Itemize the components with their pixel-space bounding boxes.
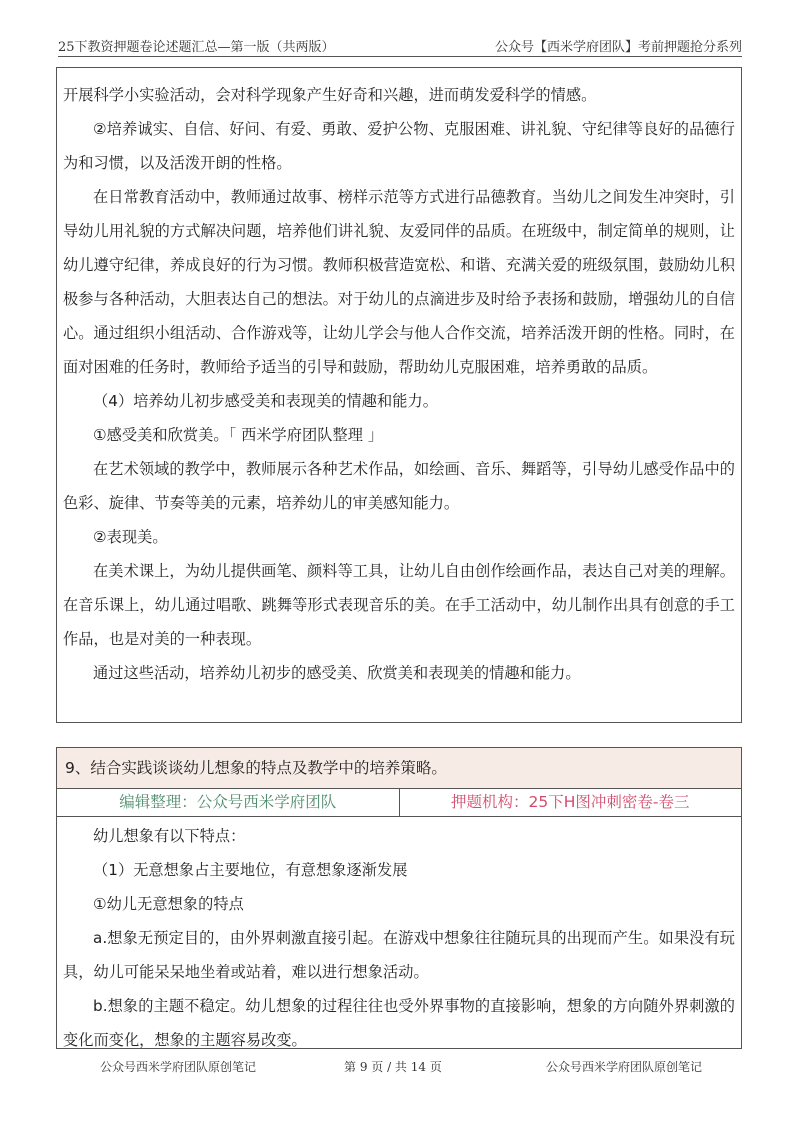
header-divider <box>58 56 742 57</box>
header-title-left: 25下教资押题卷论述题汇总—第一版（共两版） <box>58 40 335 55</box>
page-number: 第 9 页 / 共 14 页 <box>344 1060 442 1074</box>
paragraph: ①幼儿无意想象的特点 <box>93 895 244 913</box>
question-box <box>56 747 742 1049</box>
editor-credit: 编辑整理：公众号西米学府团队 <box>57 789 400 816</box>
paragraph: 在艺术领域的教学中，教师展示各种艺术作品，如绘画、音乐、舞蹈等，引导幼儿感受作品中的色彩、旋律、节奏等美的元素，培养幼儿的审美感知能力。 <box>63 460 735 512</box>
page-header <box>58 34 742 58</box>
answer-body <box>57 817 741 1057</box>
paragraph: b.想象的主题不稳定。幼儿想象的过程往往也受外界事物的直接影响，想象的方向随外界刺激的变化而变化，想象的主题容易改变。 <box>63 997 735 1049</box>
paragraph: ②培养诚实、自信、好问、有爱、勇敢、爱护公物、克服困难、讲礼貌、守纪律等良好的品德行为和习惯，以及活泼开朗的性格。 <box>63 120 735 172</box>
paragraph: 幼儿想象有以下特点： <box>93 827 246 845</box>
paragraph: 通过这些活动，培养幼儿初步的感受美、欣赏美和表现美的情趣和能力。 <box>93 664 581 682</box>
paragraph: 在日常教育活动中，教师通过故事、榜样示范等方式进行品德教育。当幼儿之间发生冲突时，引导幼儿用礼貌的方式解决问题，培养他们讲礼貌、友爱同伴的品质。在班级中，制定简单的规则，让幼儿遵守纪律，养成良好的行为习惯。教师积极营造宽松、和谐、充满关爱的班级氛围，鼓励幼儿积极参与各种活动，大胆表达自己的想法。对于幼儿的点滴进步及时给予表扬和鼓励，增强幼儿的自信心。通过组织小组活动、合作游戏等，让幼儿学会与他人合作交流，培养活泼开朗的性格。同时，在面对困难的任务时，教师给予适当的引导和鼓励，帮助幼儿克服困难，培养勇敢的品质。 <box>63 188 735 376</box>
paragraph: ①感受美和欣赏美。「 西米学府团队整理 」 <box>93 426 384 444</box>
paragraph: 开展科学小实验活动，会对科学现象产生好奇和兴趣，进而萌发爱科学的情感。 <box>63 86 597 104</box>
paragraph: （1）无意想象占主要地位，有意想象逐渐发展 <box>93 861 408 879</box>
footer-right-note: 公众号西米学府团队原创笔记 <box>546 1060 703 1074</box>
paragraph: ②表现美。 <box>93 528 168 546</box>
source-credit: 押题机构：25下H图冲刺密卷-卷三 <box>451 793 690 811</box>
footer-left-note: 公众号西米学府团队原创笔记 <box>100 1060 257 1074</box>
answer-box-continued <box>56 67 742 723</box>
paragraph: a.想象无预定目的，由外界刺激直接引起。在游戏中想象往往随玩具的出现而产生。如果没有玩具，幼儿可能呆呆地坐着或站着，难以进行想象活动。 <box>63 929 735 981</box>
question-meta-row <box>57 789 741 817</box>
paragraph: 在美术课上，为幼儿提供画笔、颜料等工具，让幼儿自由创作绘画作品，表达自己对美的理解。在音乐课上，幼儿通过唱歌、跳舞等形式表现音乐的美。在手工活动中，幼儿制作出具有创意的手工作品，也是对美的一种表现。 <box>63 562 735 648</box>
question-title: 9、结合实践谈谈幼儿想象的特点及教学中的培养策略。 <box>57 748 741 789</box>
header-title-right: 公众号【西米学府团队】考前押题抢分系列 <box>494 40 742 55</box>
page-footer <box>0 1058 800 1078</box>
paragraph: （4）培养幼儿初步感受美和表现美的情趣和能力。 <box>93 392 438 410</box>
